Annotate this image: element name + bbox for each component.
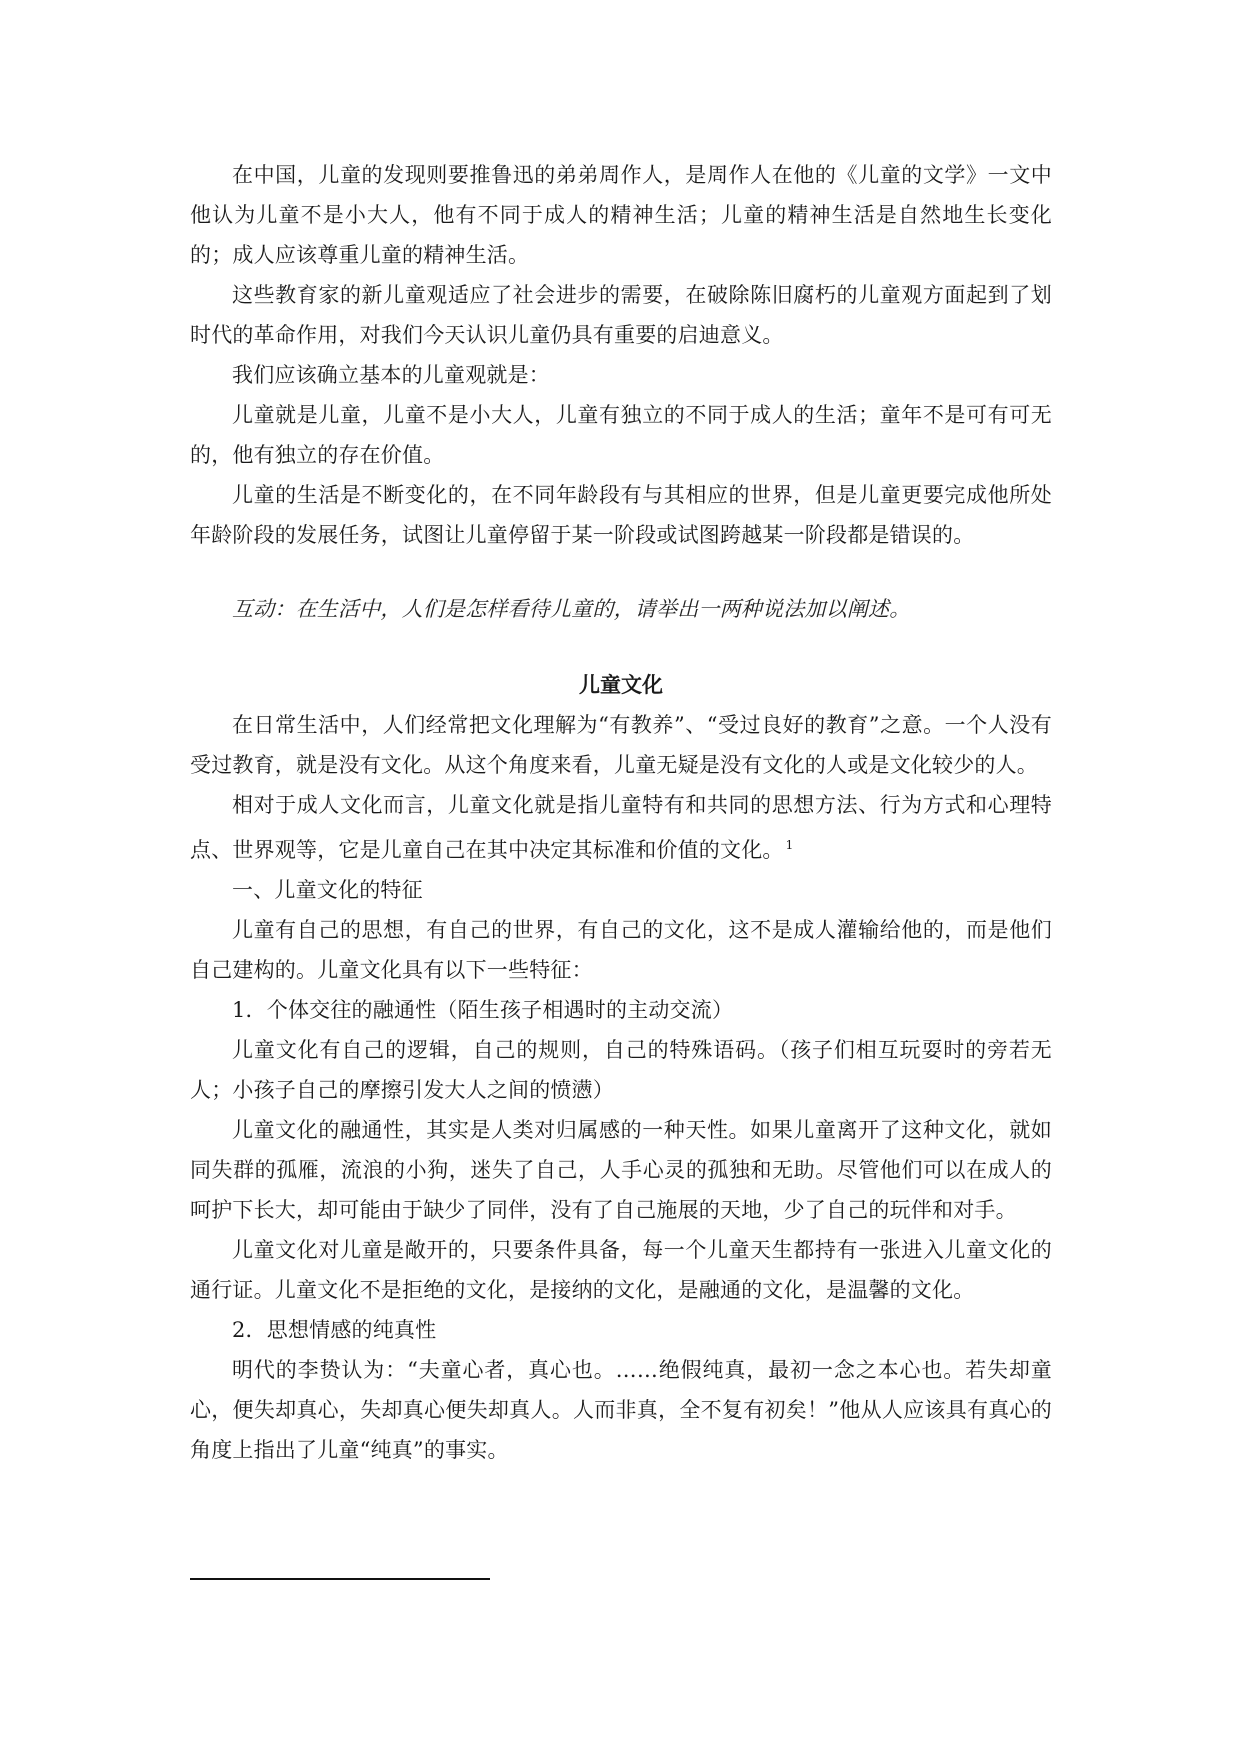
paragraph-new-child-view: 这些教育家的新儿童观适应了社会进步的需要，在破除陈旧腐朽的儿童观方面起到了划时代的革命作用，对我们今天认识儿童仍具有重要的启迪意义。 (190, 283, 1052, 347)
subheading-innocence: 2．思想情感的纯真性 (232, 1318, 437, 1342)
paragraph-zhou-zuoren: 在中国，儿童的发现则要推鲁迅的弟弟周作人，是周作人在他的《儿童的文学》一文中他认为儿童不是小大人，他有不同于成人的精神生活；儿童的精神生活是自然地生长变化的；成人应该尊重儿童的精神生活。 (190, 163, 1052, 267)
subheading-interaction-openness: 1．个体交往的融通性（陌生孩子相遇时的主动交流） (232, 998, 734, 1022)
paragraph-li-zhi: 明代的李贽认为：“夫童心者，真心也。……绝假纯真，最初一念之本心也。若失却童心，便失却真心，失却真心便失却真人。人而非真，全不复有初矣！”他从人应该具有真心的角度上指出了儿童“纯真”的事实。 (190, 1358, 1052, 1462)
paragraph-child-life-changes: 儿童的生活是不断变化的，在不同年龄段有与其相应的世界，但是儿童更要完成他所处年龄阶段的发展任务，试图让儿童停留于某一阶段或试图跨越某一阶段都是错误的。 (190, 483, 1052, 547)
document-body (190, 155, 1052, 1470)
paragraph-child-is-child: 儿童就是儿童，儿童不是小大人，儿童有独立的不同于成人的生活；童年不是可有可无的，他有独立的存在价值。 (190, 403, 1052, 467)
paragraph-belonging: 儿童文化的融通性，其实是人类对归属感的一种天性。如果儿童离开了这种文化，就如同失群的孤雁，流浪的小狗，迷失了自己，人手心灵的孤独和无助。尽管他们可以在成人的呵护下长大，却可能由于缺少了同伴，没有了自己施展的天地，少了自己的玩伴和对手。 (190, 1118, 1052, 1222)
child-culture-definition-text: 相对于成人文化而言，儿童文化就是指儿童特有和共同的思想方法、行为方式和心理特点、世界观等，它是儿童自己在其中决定其标准和价值的文化。 (190, 793, 1052, 862)
interaction-prompt: 互动：在生活中，人们是怎样看待儿童的，请举出一两种说法加以阐述。 (232, 597, 911, 621)
paragraph-open-culture: 儿童文化对儿童是敞开的，只要条件具备，每一个儿童天生都持有一张进入儿童文化的通行证。儿童文化不是拒绝的文化，是接纳的文化，是融通的文化，是温馨的文化。 (190, 1238, 1052, 1302)
paragraph-own-logic: 儿童文化有自己的逻辑，自己的规则，自己的特殊语码。（孩子们相互玩耍时的旁若无人；小孩子自己的摩擦引发大人之间的愤懑） (190, 1038, 1052, 1102)
paragraph-basic-child-view-intro: 我们应该确立基本的儿童观就是： (232, 363, 550, 387)
subheading-features: 一、儿童文化的特征 (232, 878, 423, 902)
paragraph-culture-daily-meaning: 在日常生活中，人们经常把文化理解为“有教养”、“受过良好的教育”之意。一个人没有受过教育，就是没有文化。从这个角度来看，儿童无疑是没有文化的人或是文化较少的人。 (190, 713, 1052, 777)
footnote-separator (190, 1578, 490, 1580)
paragraph-features-intro: 儿童有自己的思想，有自己的世界，有自己的文化，这不是成人灌输给他的，而是他们自己建构的。儿童文化具有以下一些特征： (190, 918, 1052, 982)
paragraph-child-culture-definition (190, 785, 1052, 870)
section-title: 儿童文化 (579, 672, 663, 697)
footnote-marker[interactable]: 1 (785, 838, 794, 852)
